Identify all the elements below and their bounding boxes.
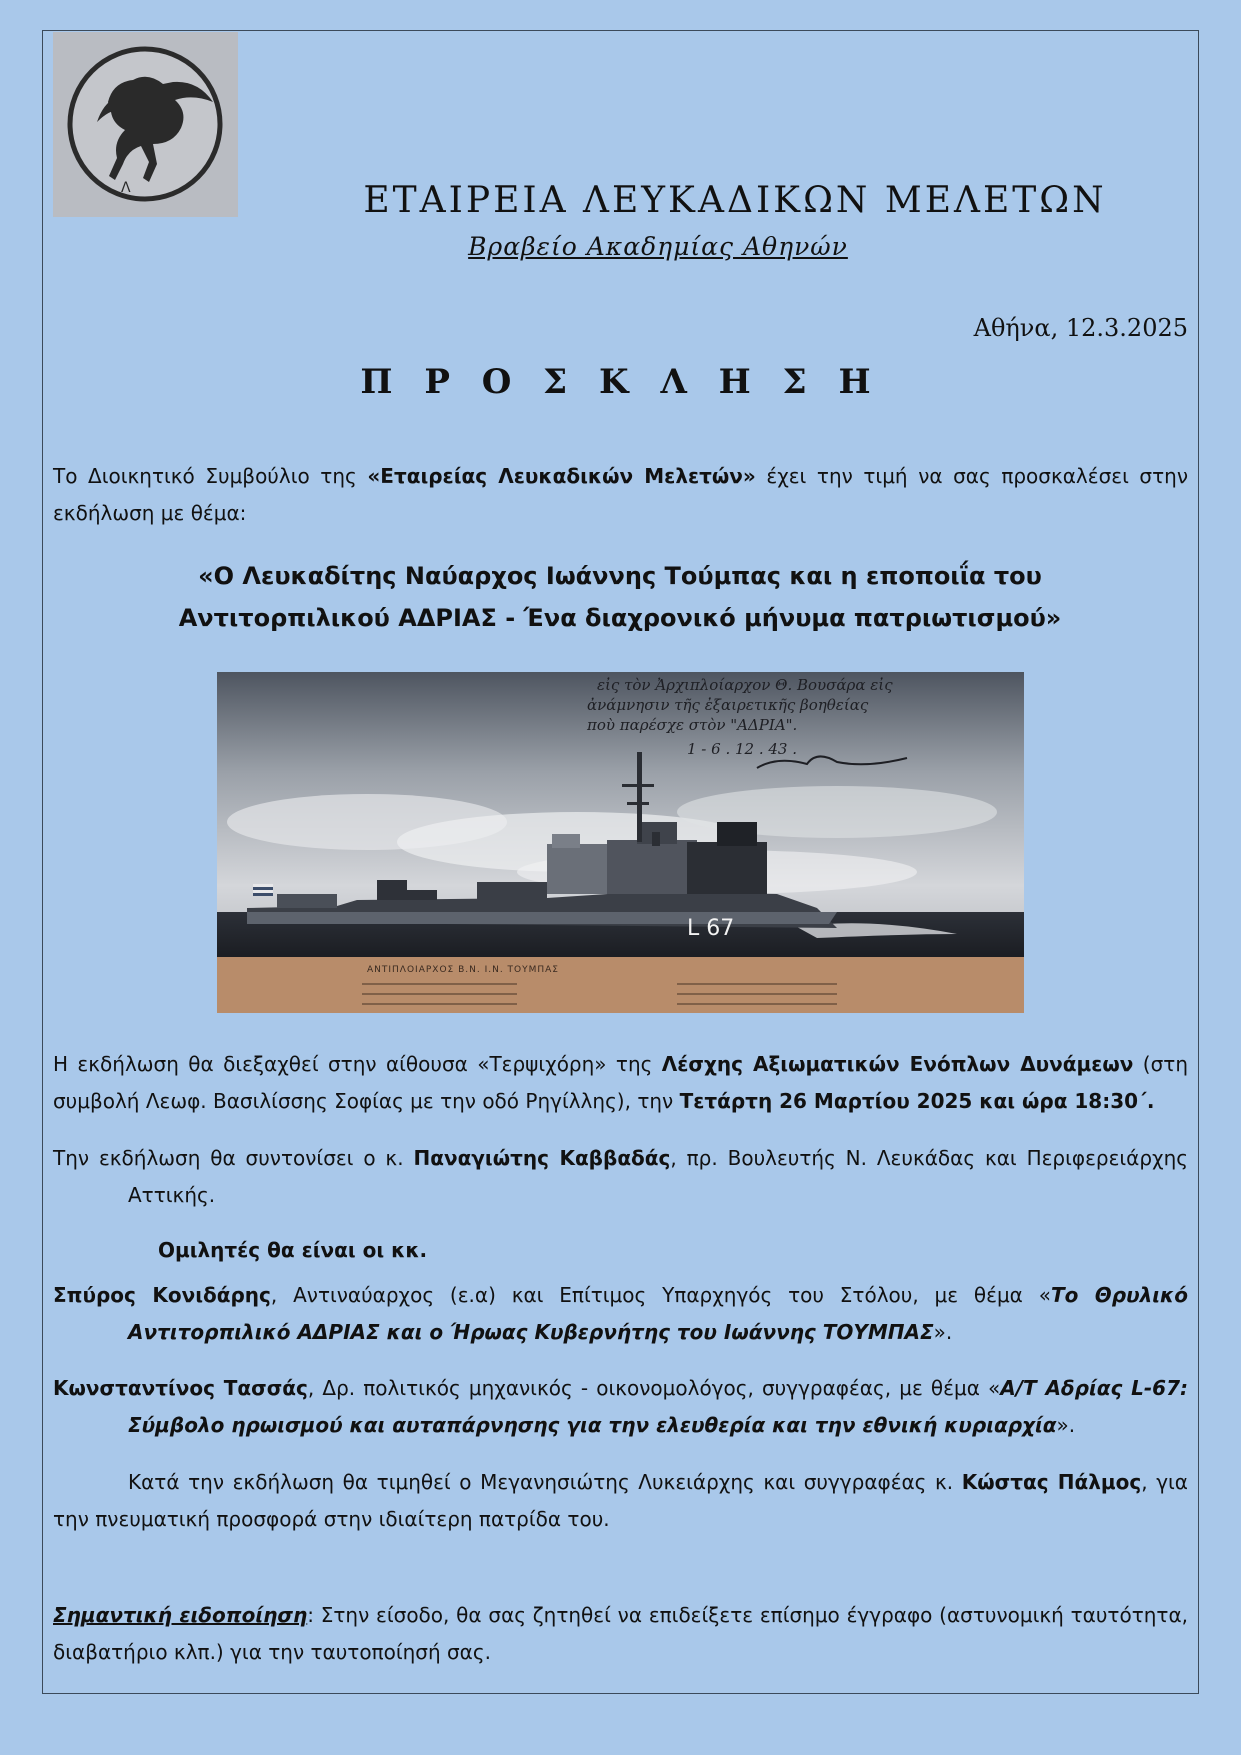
document-title: Π Ρ Ο Σ Κ Λ Η Σ Η (360, 362, 881, 402)
event-title-line-2: Αντιτορπιλικού ΑΔΡΙΑΣ - Ένα διαχρονικό μήνυμα πατριωτισμού» (178, 604, 1062, 632)
notice-paragraph (53, 1597, 1188, 1671)
organization-award: Βραβείο Ακαδημίας Αθηνών (468, 232, 848, 261)
organization-reference: «Εταιρείας Λευκαδικών Μελετών» (367, 464, 756, 488)
speaker-2-end: ». (1056, 1413, 1076, 1437)
handwriting-date: 1 - 6 . 12 . 43 . (687, 740, 798, 758)
handwriting-line: εἰς τὸν Ἀρχιπλοίαρχον Θ. Βουσάρα εἰς (597, 676, 893, 694)
destroyer-photo (217, 672, 1024, 1013)
event-datetime: Τετάρτη 26 Μαρτίου 2025 και ώρα 18:30΄. (679, 1089, 1155, 1113)
intro-paragraph (53, 458, 1188, 532)
venue-address: (στη συμβολή Λεωφ. Βασιλίσσης Σοφίας με την οδό Ρηγίλλης), την (53, 1052, 1188, 1113)
speaker-2-topic: Α/Τ Αδρίας L-67: Σύμβολο ηρωισμού και αυταπάρνησης για την ελευθερία και την εθνική κυριαρχία (128, 1376, 1188, 1437)
coordinator-paragraph (53, 1140, 1188, 1214)
handwriting-line: ἀνάμνησιν τῆς ἐξαιρετικῆς βοηθείας (587, 696, 869, 714)
intro-text: Το Διοικητικό Συμβούλιο της (53, 464, 368, 488)
venue-club: Λέσχης Αξιωματικών Ενόπλων Δυνάμεων (661, 1052, 1134, 1076)
event-title (140, 555, 1100, 639)
photo-caption: ΑΝΤΙΠΛΟΙΑΡΧΟΣ Β.Ν. Ι.Ν. ΤΟΥΜΠΑΣ (367, 965, 559, 975)
place-date: Αθήνα, 12.3.2025 (973, 314, 1188, 342)
handwriting-line: ποὺ παρέσχε στὸν "ΑΔΡΙΑ". (587, 716, 798, 734)
intro-text-end: έχει την τιμή να σας προσκαλέσει στην εκδήλωση με θέμα: (53, 464, 1188, 525)
speaker-1-role: , Αντιναύαρχος (ε.α) και Επίτιμος Υπαρχηγός του Στόλου, με θέμα « (270, 1283, 1051, 1307)
pegasus-seal-icon (53, 32, 238, 217)
honor-paragraph (53, 1464, 1188, 1538)
speaker-2-name: Κωνσταντίνος Τασσάς (53, 1376, 308, 1400)
coordinator-text: Την εκδήλωση θα συντονίσει ο κ. (53, 1146, 414, 1170)
venue-text: Η εκδήλωση θα διεξαχθεί στην αίθουσα «Τερψιχόρη» της (53, 1052, 662, 1076)
speaker-2-paragraph (53, 1370, 1188, 1444)
event-title-line-1: «Ο Λευκαδίτης Ναύαρχος Ιωάννης Τούμπας και η εποποιΐα του (198, 562, 1042, 590)
speaker-2-role: , Δρ. πολιτικός μηχανικός - οικονομολόγος, συγγραφέας, με θέμα « (307, 1376, 1001, 1400)
speakers-heading (158, 1232, 1058, 1269)
venue-paragraph (53, 1046, 1188, 1120)
notice-text: : Στην είσοδο, θα σας ζητηθεί να επιδείξετε επίσημο έγγραφο (αστυνομική ταυτότητα, διαβατήριο κλπ.) για την ταυτοποίησή σας. (53, 1603, 1188, 1664)
organization-name: ΕΤΑΙΡΕΙΑ ΛΕΥΚΑΔΙΚΩΝ ΜΕΛΕΤΩΝ (363, 180, 1107, 221)
speaker-1-paragraph (53, 1277, 1188, 1351)
honor-reason: , για την πνευματική προσφορά στην ιδιαίτερη πατρίδα του. (53, 1470, 1188, 1531)
honoree-name: Κώστας Πάλμος (961, 1470, 1142, 1494)
hull-number: L 67 (687, 916, 735, 941)
svg-text:Λ: Λ (121, 180, 131, 196)
coordinator-name: Παναγιώτης Καββαδάς (413, 1146, 671, 1170)
speaker-1-topic: Το Θρυλικό Αντιτορπιλικό ΑΔΡΙΑΣ και ο Ήρωας Κυβερνήτης του Ιωάννης ΤΟΥΜΠΑΣ (128, 1283, 1188, 1344)
speakers-heading-text: Ομιλητές θα είναι οι κκ. (158, 1238, 428, 1262)
coordinator-role: , πρ. Βουλευτής Ν. Λευκάδας και Περιφερειάρχης Αττικής. (128, 1146, 1188, 1207)
speaker-1-end: ». (933, 1320, 953, 1344)
speaker-1-name: Σπύρος Κονιδάρης (53, 1283, 271, 1307)
honor-text: Κατά την εκδήλωση θα τιμηθεί ο Μεγανησιώτης Λυκειάρχης και συγγραφέας κ. (128, 1470, 962, 1494)
notice-label: Σημαντική ειδοποίηση (53, 1603, 308, 1627)
